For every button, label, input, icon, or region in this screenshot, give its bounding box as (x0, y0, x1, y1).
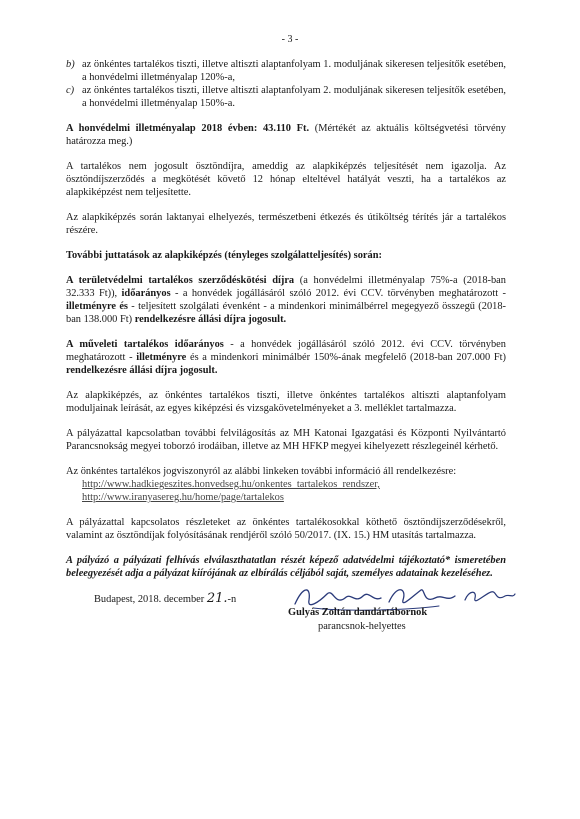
territorial-bold-3: illetményre és (66, 301, 128, 312)
operational-text-2: és a mindenkori minimálbér 150%-ának megfelelő (2018-ban 207.000 Ft) (186, 352, 506, 363)
link-hadkiegeszites[interactable]: http://www.hadkiegeszites.honvedseg.hu/onkentes_tartalekos_rendszer, (82, 479, 380, 490)
list-item-text: az önkéntes tartalékos tiszti, illetve altiszti alaptanfolyam 1. moduljának sikeresen teljesítők esetében, a honvédelmi illetményalap 120%-a, (82, 59, 506, 83)
territorial-text-2: - a honvédek jogállásáról szóló 2012. évi CCV. törvényben meghatározott - (170, 288, 506, 299)
paragraph-housing: Az alapkiképzés során laktanyai elhelyezés, természetbeni étkezés és útiköltség térítés jár a tartalékos részére. (66, 212, 506, 236)
link-iranyasereg[interactable]: http://www.iranyasereg.hu/home/page/tartalekos (82, 492, 284, 503)
paragraph-base-amount (66, 122, 506, 148)
base-amount-bold: A honvédelmi illetményalap 2018 évben: 43.110 Ft. (66, 123, 310, 134)
list-item (66, 58, 506, 84)
list-marker: b) (66, 59, 75, 70)
rate-list (66, 58, 506, 110)
operational-bold-1: A műveleti tartalékos időarányos (66, 339, 224, 350)
paragraph-privacy: A pályázó a pályázati felhívás elválaszthatatlan részét képező adatvédelmi tájékoztató* ismeretében beleegyezését adja a pályázat kiírójának az elbírálás céljából saját, személyes adatainak kezeléséhez. (66, 555, 506, 579)
paragraph-scholarship: A tartalékos nem jogosult ösztöndíjra, ameddig az alapkiképzés teljesítését nem igazolja. Az ösztöndíjszerződés a megkötését követő 12 hónap elteltével hatályát veszti, ha a tartalékos az alapkiképzést nem teljesítette. (66, 161, 506, 198)
paragraph-links (66, 465, 506, 504)
date-handwritten: 21. (206, 591, 228, 606)
paragraph-territorial (66, 274, 506, 326)
territorial-bold-2: időarányos (121, 288, 171, 299)
paragraph-annex: Az alapkiképzés, az önkéntes tartalékos tiszti, illetve önkéntes tartalékos altiszti alaptanfolyam moduljainak leírását, az egyes kiképzési és vizsgakövetelményeket a 3. melléklet tartalmazza. (66, 390, 506, 414)
operational-bold-2: illetményre (136, 352, 187, 363)
territorial-text-1: (a honvédelmi illetményalap 75%-a (2018-ban 32.333 Ft)), (66, 275, 506, 299)
date-line (94, 592, 236, 606)
document-body (66, 58, 506, 672)
list-item (66, 84, 506, 110)
list-item-text: az önkéntes tartalékos tiszti, illetve altiszti alaptanfolyam 2. moduljának sikeresen teljesítők esetében, a honvédelmi illetményalap 150%-a. (82, 85, 506, 109)
signer-role: parancsnok-helyettes (318, 621, 406, 632)
territorial-bold-4: rendelkezésre állási díjra jogosult. (134, 314, 287, 325)
paragraph-regulation: A pályázattal kapcsolatos részleteket az önkéntes tartalékosokkal köthető ösztöndíjszerződésekről, valamint az ösztöndíjak folyósításának rendjéről szóló 50/2017. (IX. 15.) HM utasítás tartalmazza. (66, 517, 506, 541)
paragraph-operational (66, 338, 506, 377)
operational-text-1: - a honvédek jogállásáról szóló 2012. évi CCV. törvényben meghatározott - (66, 339, 506, 363)
signer-name: Gulyás Zoltán dandártábornok (288, 607, 428, 618)
heading-benefits: További juttatások az alapkiképzés (tényleges szolgálatteljesítés) során: (66, 250, 382, 261)
links-intro: Az önkéntes tartalékos jogviszonyról az alábbi linkeken további információ áll rendelkezésre: (66, 466, 457, 477)
territorial-bold-1: A területvédelmi tartalékos szerződéskötési díjra (66, 275, 295, 286)
operational-bold-3: rendelkezésre állási díjra jogosult. (66, 365, 218, 376)
page-number: - 3 - (281, 34, 299, 45)
date-prefix: Budapest, 2018. december (94, 594, 205, 605)
base-amount-rest: (Mértékét az aktuális költségvetési törvény határozza meg.) (66, 123, 506, 147)
territorial-text-3: - teljesített szolgálati évenként - a mindenkori minimálbérrel megegyező összegű (2018-ban 138.000 Ft) (66, 301, 507, 325)
date-suffix: -n (227, 594, 237, 605)
paragraph-info: A pályázattal kapcsolatban további felvilágosítás az MH Katonai Igazgatási és Központi Nyilvántartó Parancsnokság megyei toborzó irodáiban, illetve az MH HFKP megyei kihelyezett részlegeinél kérhető. (66, 428, 506, 452)
link-list (66, 478, 506, 504)
list-marker: c) (66, 85, 75, 96)
signature-block (66, 592, 506, 672)
